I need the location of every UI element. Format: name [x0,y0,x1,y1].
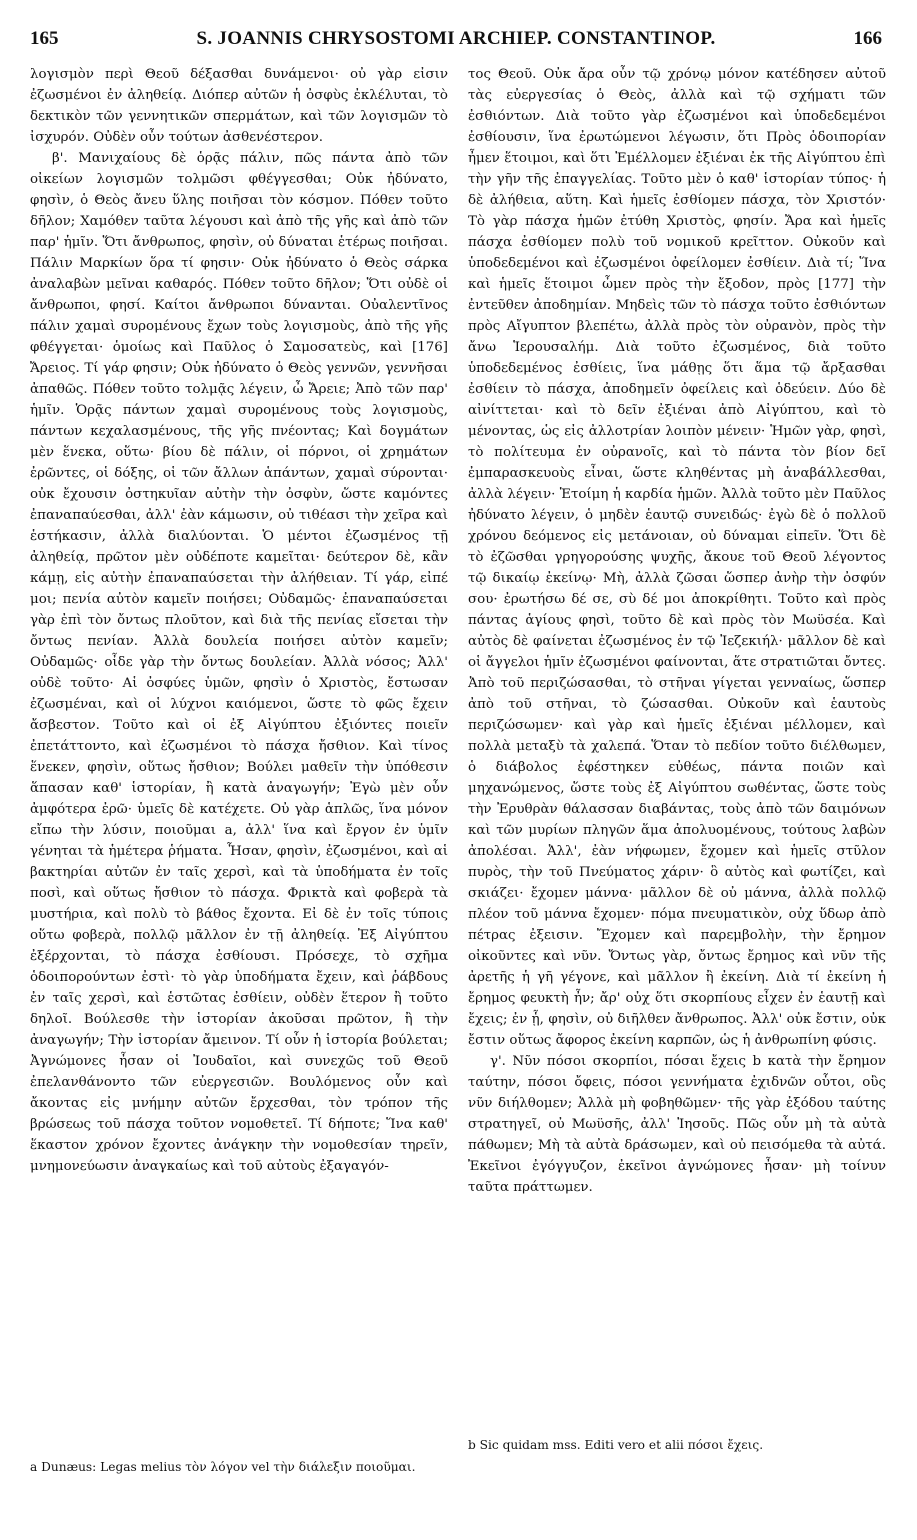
right-column [468,64,886,1198]
paragraph: λογισμὸν περὶ Θεοῦ δέξασθαι δυνάμενοι· οὐ γὰρ εἰσιν ἐζωσμένοι ἐν ἀληθείᾳ. Διόπερ αὐτῶν ἡ ὀσφὺς ἐκλέλυται, τὸ δεκτικὸν τῶν γεννητικῶν σπερμάτων, καὶ τῶν λογισμῶν τὸ ἰσχυρόν. Οὐδὲν οὖν τούτων ἀσθενέστερον. [30,67,448,145]
footnote-a: a Dunæus: Legas melius τὸν λόγον vel τὴν διάλεξιν ποιοῦμαι. [30,1460,416,1474]
footnote-b: b Sic quidam mss. Editi vero et alii πόσοι ἔχεις. [468,1438,764,1452]
paragraph: β'. Μανιχαίους δὲ ὁρᾷς πάλιν, πῶς πάντα ἀπὸ τῶν οἰκείων λογισμῶν τολμῶσι φθέγγεσθαι; Οὐκ ἠδύνατο, φησὶν, ὁ Θεὸς ἄνευ ὕλης ποιῆσαι τὸν κόσμον. Πόθεν τοῦτο δῆλον; Χαμόθεν ταῦτα λέγουσι καὶ ἀπὸ τῆς γῆς καὶ ἀπὸ τῶν παρ' ἡμῖν. Ὅτι ἄνθρωπος, φησὶν, οὐ δύναται ἑτέρως ποιῆσαι. Πάλιν Μαρκίων ὅρα τί φησιν· Οὐκ ἠδύνατο ὁ Θεὸς σάρκα ἀναλαβὼν μεῖναι καθαρός. Πόθεν τοῦτο δῆλον; Ὅτι οὐδὲ οἱ ἄνθρωποι, φησί. Καίτοι ἄνθρωποι δύνανται. Οὐαλεντῖνος πάλιν χαμαὶ συρομένους ἔχων τοὺς λογισμοὺς, ἀπὸ τῆς γῆς φθέγγεται· ὁμοίως καὶ Παῦλος ὁ Σαμοσατεὺς, καὶ [176] Ἄρειος. Τί γάρ φησιν; Οὐκ ἠδύνατο ὁ Θεὸς γεννῶν, γεννῆσαι ἀπαθῶς. Πόθεν τοῦτο τολμᾷς λέγειν, ὦ Ἄρειε; Ἀπὸ τῶν παρ' ἡμῖν. Ὁρᾷς πάντων χαμαὶ συρομένους τοὺς λογισμοὺς, πάντων κεχαλασμένους, τῆς γῆς πνέοντας; Καὶ δογμάτων μὲν ἕνεκα, οὕτω· βίου δὲ πάλιν, οἱ πόρνοι, οἱ χρημάτων ἐρῶντες, οἱ δόξης, οἱ τῶν ἄλλων ἁπάντων, χαμαὶ σύρονται· οὐκ ἔχουσιν ὀστηκυῖαν αὐτὴν τὴν ὀσφὺν, ὥστε καμόντες ἐπαναπαύεσθαι, ἀλλ' ἐὰν κάμωσιν, οὐ τιθέασι τὴν χεῖρα καὶ ἑστήκασιν, ἀλλὰ διαλύονται. Ὁ μέντοι ἐζωσμένος τῇ ἀληθείᾳ, πρῶτον μὲν οὐδέποτε καμεῖται· δεύτερον δὲ, κἂν κάμῃ, εἰς αὐτὴν ἐπαναπαύσεται τὴν ἀλήθειαν. Τί γάρ, εἰπέ μοι; πενία αὐτὸν καμεῖν ποιήσει; Οὐδαμῶς· ἐπαναπαύσεται γὰρ ἐπὶ τὸν ὄντως πλοῦτον, καὶ διὰ τῆς πενίας εἴσεται τὴν ὄντως πενίαν. Ἀλλὰ δουλεία ποιήσει αὐτὸν καμεῖν; Οὐδαμῶς· οἶδε γὰρ τὴν ὄντως δουλείαν. Ἀλλὰ νόσος; Ἀλλ' οὐδὲ τοῦτο· Αἱ ὀσφύες ὑμῶν, φησὶν ὁ Χριστὸς, ἔστωσαν ἐζωσμέναι, καὶ οἱ λύχνοι καιόμενοι, ὥστε τὸ φῶς ἔχειν ἄσβεστον. Τοῦτο καὶ οἱ ἐξ Αἰγύπτου ἐξιόντες ποιεῖν ἐπετάττοντο, καὶ ἐζωσμένοι τὸ πάσχα ἤσθιον. Καὶ τίνος ἕνεκεν, φησὶν, οὕτως ἤσθιον; Βούλει μαθεῖν τὴν ὑπόθεσιν ἅπασαν καθ' ἱστορίαν, ἢ κατὰ ἀναγωγήν; Ἐγὼ μὲν οὖν ἀμφότερα ἐρῶ· ὑμεῖς δὲ κατέχετε. Οὐ γὰρ ἁπλῶς, ἵνα μόνον εἴπω τὴν λύσιν, ποιοῦμαι a, ἀλλ' ἵνα καὶ ἔργον ἐν ὑμῖν γένηται τὰ ἡμέτερα ῥήματα. Ἦσαν, φησὶν, ἐζωσμένοι, καὶ αἱ βακτηρίαι αὐτῶν ἐν ταῖς χερσὶ, καὶ τὰ ὑποδήματα ἐν τοῖς ποσὶ, καὶ οὕτως ἤσθιον τὸ πάσχα. Φρικτὰ καὶ φοβερὰ τὰ μυστήρια, καὶ πολὺ τὸ βάθος ἔχοντα. Εἰ δὲ ἐν τοῖς τύποις οὕτω φοβερὰ, πολλῷ μᾶλλον ἐν τῇ ἀληθείᾳ. Ἐξ Αἰγύπτου ἐξέρχονται, τὸ πάσχα ἐσθίουσι. Πρόσεχε, τὸ σχῆμα ὁδοιπορούντων ἐστὶ· τὸ γὰρ ὑποδήματα ἔχειν, καὶ ῥάβδους ἐν ταῖς χερσὶ, καὶ ἑστῶτας ἐσθίειν, οὐδὲν ἕτερον ἢ τοῦτο δηλοῖ. Βούλεσθε τὴν ἱστορίαν ἀκοῦσαι πρῶτον, ἢ τὴν ἀναγωγήν; Τὴν ἱστορίαν ἄμεινον. Τί οὖν ἡ ἱστορία βούλεται; Ἀγνώμονες ἦσαν οἱ Ἰουδαῖοι, καὶ συνεχῶς τοῦ Θεοῦ ἐπελανθάνοντο τῶν εὐεργεσιῶν. Βουλόμενος οὖν καὶ ἄκοντας εἰς μνήμην αὐτῶν ἔρχεσθαι, τὸν τρόπον τῆς βρώσεως τοῦ πάσχα τοῦτον νομοθετεῖ. Τί δήποτε; Ἵνα καθ' ἕκαστον χρόνον ἔχοντες ἀνάγκην τὴν νομοθεσίαν τηρεῖν, μνημονεύωσιν ἀναγκαίως καὶ τοῦ αὐτοὺς ἐξαγαγόν- [30,151,448,1174]
running-title: S. JOANNIS CHRYSOSTOMI ARCHIEP. CONSTANTINOP. [196,28,716,49]
page-number-right: 166 [853,28,882,49]
paragraph: τος Θεοῦ. Οὐκ ἄρα οὖν τῷ χρόνῳ μόνον κατέδησεν αὐτοῦ τὰς εὐεργεσίας ὁ Θεὸς, ἀλλὰ καὶ τῷ σχήματι τῶν ἐσθιόντων. Διὰ τοῦτο γὰρ ἐζωσμένοι καὶ ὑποδεδεμένοι ἐσθίουσιν, ἵνα ἐρωτώμενοι λέγωσιν, ὅτι Πρὸς ὁδοιπορίαν ἦμεν ἕτοιμοι, καὶ ὅτι Ἐμέλλομεν ἐξιέναι ἐκ τῆς Αἰγύπτου ἐπὶ τὴν γῆν τῆς ἐπαγγελίας. Τοῦτο μὲν ὁ καθ' ἱστορίαν τύπος· ἡ δὲ ἀλήθεια, αὕτη. Καὶ ἡμεῖς ἐσθίομεν πάσχα, τὸν Χριστόν· Τὸ γὰρ πάσχα ἡμῶν ἐτύθη Χριστὸς, φησίν. Ἄρα καὶ ἡμεῖς πάσχα ἐσθίομεν πολὺ τοῦ νομικοῦ κρεῖττον. Οὐκοῦν καὶ ὑποδεδεμένοι καὶ ἐζωσμένοι ὀφείλομεν ἐσθίειν. Διὰ τί; Ἵνα καὶ ἡμεῖς ἕτοιμοι ὦμεν πρὸς τὴν ἔξοδον, πρὸς [177] τὴν ἐντεῦθεν ἀποδημίαν. Μηδεὶς τῶν τὸ πάσχα τοῦτο ἐσθιόντων πρὸς Αἴγυπτον βλεπέτω, ἀλλὰ πρὸς τὸν οὐρανὸν, πρὸς τὴν ἄνω Ἱερουσαλήμ. Διὰ τοῦτο ἐζωσμένος, διὰ τοῦτο ὑποδεδεμένος ἐσθίεις, ἵνα μάθῃς ὅτι ἅμα τῷ ἄρξασθαι ἐσθίειν τὸ πάσχα, ἀποδημεῖν ὀφείλεις καὶ ὁδεύειν. Δύο δὲ αἰνίττεται· καὶ τὸ δεῖν ἐξιέναι ἀπὸ Αἰγύπτου, καὶ τὸ μένοντας, ὡς εἰς ἀλλοτρίαν λοιπὸν μένειν· Ἡμῶν γὰρ, φησὶ, τὸ πολίτευμα ἐν οὐρανοῖς, καὶ τὸ πάντα τὸν βίον δεῖ ἐμπαρασκευοὺς εἶναι, ὥστε κληθέντας μὴ ἀναβάλλεσθαι, ἀλλὰ λέγειν· Ἑτοίμη ἡ καρδία ἡμῶν. Ἀλλὰ τοῦτο μὲν Παῦλος ἠδύνατο λέγειν, ὁ μηδὲν ἑαυτῷ συνειδώς· ἐγὼ δὲ ὁ πολλοῦ χρόνου δεόμενος εἰς μετάνοιαν, οὐ δύναμαι εἰπεῖν. Ὅτι δὲ τὸ ἐζῶσθαι γρηγορούσης ψυχῆς, ἄκουε τοῦ Θεοῦ λέγοντος τῷ δικαίῳ ἐκείνῳ· Μὴ, ἀλλὰ ζῶσαι ὥσπερ ἀνὴρ τὴν ὀσφύν σου· ἐρωτήσω δέ σε, σὺ δέ μοι ἀποκρίθητι. Τοῦτο καὶ πρὸς πάντας ἁγίους φησὶ, τοῦτο δὲ καὶ πρὸς τὸν Μωϋσέα. Καὶ αὐτὸς δὲ φαίνεται ἐζωσμένος ἐν τῷ Ἰεζεκιήλ· μᾶλλον δὲ καὶ οἱ ἄγγελοι ἡμῖν ἐζωσμένοι φαίνονται, ἅτε στρατιῶται ὄντες. Ἀπὸ τοῦ περιζώσασθαι, τὸ στῆναι γίγεται γενναίως, ὥσπερ ἀπὸ τοῦ στῆναι, τὸ ζώσασθαι. Οὐκοῦν καὶ ἑαυτοὺς περιζώσωμεν· καὶ γὰρ καὶ ἡμεῖς ἐξιέναι μέλλομεν, καὶ πολλὰ μεταξὺ τὰ χαλεπά. Ὅταν τὸ πεδίον τοῦτο διέλθωμεν, ὁ διάβολος ἐφέστηκεν εὐθέως, πάντα ποιῶν καὶ μηχανώμενος, ὥστε τοὺς ἐξ Αἰγύπτου σωθέντας, ὥστε τοὺς τὴν Ἐρυθρὰν θάλασσαν διαβάντας, τοὺς ἀπὸ τῶν δαιμόνων καὶ τῶν μυρίων πληγῶν ἅμα ἀπολυομένους, τούτους λαβὼν ἀπολέσαι. Ἀλλ', ἐὰν νήφωμεν, ἔχομεν καὶ ἡμεῖς στῦλον πυρὸς, τὴν τοῦ Πνεύματος χάριν· ὃ αὐτὸς καὶ φωτίζει, καὶ σκιάζει· ἔχομεν μάννα· μᾶλλον δὲ οὐ μάννα, ἀλλὰ πολλῷ πλέον τοῦ μάννα ἔχομεν· πόμα πνευματικὸν, οὐχ ὕδωρ ἀπὸ πέτρας ἐξεισιν. Ἔχομεν καὶ παρεμβολὴν, τὴν ἔρημον οἰκοῦντες καὶ νῦν. Ὄντως γὰρ, ὄντως ἔρημος καὶ νῦν τῆς ἀρετῆς ἡ γῆ γέγονε, καὶ μᾶλλον ἢ ἐκείνη. Διὰ τί ἐκείνη ἡ ἔρημος φευκτὴ ἦν; ἄρ' οὐχ ὅτι σκορπίους εἶχεν ἐν ἑαυτῇ καὶ ἔχεις; ἐν ᾗ, φησὶν, οὐ διῆλθεν ἄνθρωπος. Ἀλλ' οὐκ ἔστιν, οὐκ ἔστιν οὕτως ἄφορος ἐκείνη καρπῶν, ὡς ἡ ἀνθρωπίνη φύσις. [468,67,886,1048]
left-column [30,64,448,1177]
running-header [30,28,882,58]
page-number-left: 165 [30,28,59,49]
paragraph: γ'. Νῦν πόσοι σκορπίοι, πόσαι ἔχεις b κατὰ τὴν ἔρημον ταύτην, πόσοι ὄφεις, πόσοι γεννήματα ἐχιδνῶν οὗτοι, οὓς νῦν διήλθομεν; Ἀλλὰ μὴ φοβηθῶμεν· τῆς γὰρ ἐξόδου ταύτης στρατηγεῖ, οὐ Μωϋσῆς, ἀλλ' Ἰησοῦς. Πῶς οὖν μὴ τὰ αὐτὰ πάθωμεν; Μὴ τὰ αὐτὰ δράσωμεν, καὶ οὐ πεισόμεθα τὰ αὐτά. Ἐκεῖνοι ἐγόγγυζον, ἐκεῖνοι ἀγνώμονες ἦσαν· μὴ τοίνυν ταῦτα πράττωμεν. [468,1054,886,1195]
